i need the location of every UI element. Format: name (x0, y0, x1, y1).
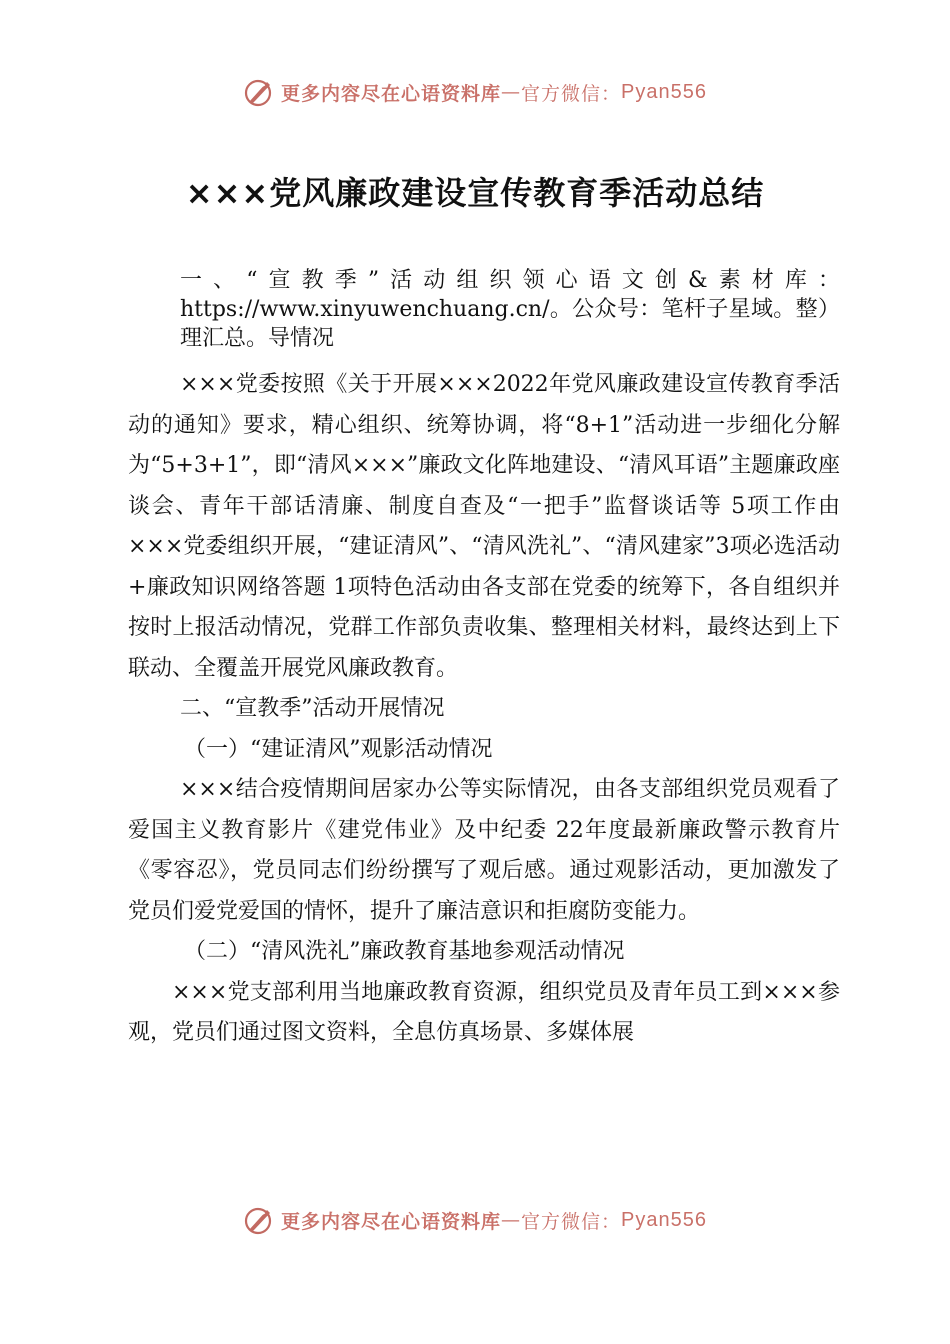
quill-logo-icon (243, 76, 275, 108)
footer-banner (0, 1198, 950, 1242)
banner-separator: — (501, 1209, 522, 1231)
banner-wechat-id: Pyan556 (621, 1208, 707, 1231)
document-body (128, 266, 840, 1054)
banner-text: 更多内容尽在心语资料库 (281, 1210, 502, 1233)
paragraph-3: ×××党支部利用当地廉政教育资源，组织党员及青年员工到×××参观，党员们通过图文资料，全息仿真场景、多媒体展 (128, 979, 840, 1045)
header-banner (0, 70, 950, 114)
section-heading-2: 二、“宣教季”活动开展情况 (180, 696, 445, 721)
paragraph-2: ×××结合疫情期间居家办公等实际情况，由各支部组织党员观看了爱国主义教育影片《建党伟业》及中纪委 22年度最新廉政警示教育片《零容忍》，党员同志们纷纷撰写了观后感。通过观影活动，更加激发了党员们爱党爱国的情怀，提升了廉洁意识和拒腐防变能力。 (128, 777, 840, 924)
subsection-heading-2: （二）“清风洗礼”廉政教育基地参观活动情况 (184, 939, 625, 964)
banner-text: 更多内容尽在心语资料库 (281, 82, 502, 105)
banner-separator: — (501, 81, 522, 103)
section-heading-1: 一、“宣教季”活动组织领心语文创&素材库：https://www.xinyuwenchuang.cn/。公众号：笔杆子星域。整）理汇总。导情况 (180, 268, 840, 351)
paragraph-1: ×××党委按照《关于开展×××2022年党风廉政建设宣传教育季活动的通知》要求，精心组织、统筹协调，将“8+1”活动进一步细化分解为“5+3+1”，即“清风×××”廉政文化阵地建设、“清风耳语”主题廉政座谈会、青年干部话清廉、制度自查及“一把手”监督谈话等 5项工作由×××党委组织开展，“建证清风”、“清风洗礼”、“清风建家”3项必选活动+廉政知识网络答题 1项特色活动由各支部在党委的统筹下，各自组织并按时上报活动情况，党群工作部负责收集、整理相关材料，最终达到上下联动、全覆盖开展党风廉政教育。 (128, 372, 840, 681)
subsection-heading-1: （一）“建证清风”观影活动情况 (184, 736, 493, 762)
banner-wechat-label: 官方微信： (521, 1210, 622, 1233)
banner-wechat-id: Pyan556 (621, 80, 707, 103)
document-title: ×××党风廉政建设宣传教育季活动总结 (185, 174, 765, 212)
quill-logo-icon (243, 1204, 275, 1236)
banner-wechat-label: 官方微信： (521, 82, 622, 105)
